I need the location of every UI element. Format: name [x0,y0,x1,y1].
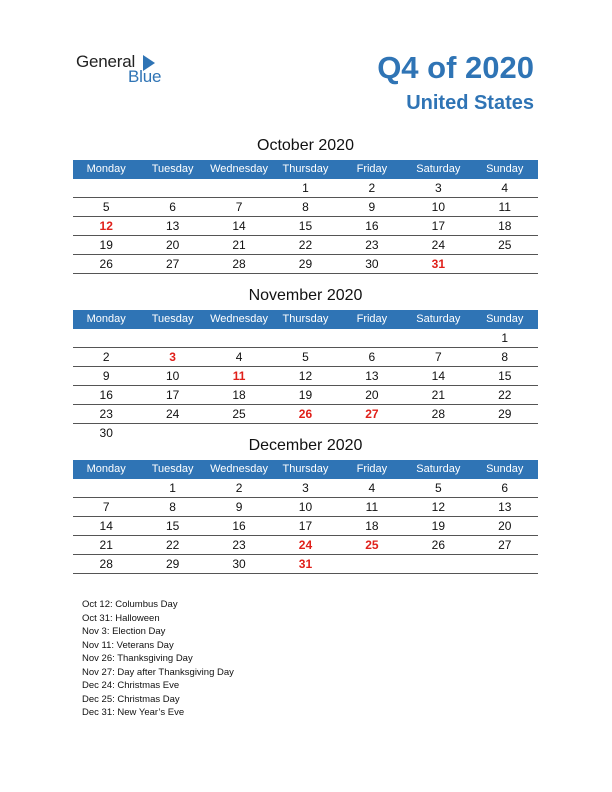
holiday-entry: Oct 31: Halloween [82,612,160,624]
day-cell: 21 [99,538,113,552]
weekday-label: Monday [86,163,126,175]
day-cell: 28 [232,257,246,271]
holiday-entry: Nov 26: Thanksgiving Day [82,653,193,664]
page-subtitle: United States [406,92,534,114]
holiday-entry: Dec 24: Christmas Eve [82,680,180,691]
day-cell: 17 [298,519,313,533]
week-row [73,405,538,424]
week-row [73,498,538,517]
empty-day-cell [206,329,272,347]
day-cell: 7 [102,500,110,514]
empty-day-cell [73,179,139,197]
empty-day-cell [73,329,139,347]
week-row [73,179,538,198]
day-cell: 9 [102,369,110,383]
day-cell: 25 [498,238,512,252]
empty-day-cell [139,179,205,197]
day-cell: 22 [498,388,512,402]
week-row [73,329,538,348]
empty-day-cell [339,555,405,573]
day-cell: 6 [169,200,176,214]
day-cell: 16 [365,219,379,233]
day-cell: 11 [498,200,511,214]
weekday-label: Saturday [416,313,461,325]
day-cell: 2 [368,181,376,195]
day-cell: 21 [431,388,445,402]
month-november [73,287,538,442]
weekday-label: Saturday [416,163,461,175]
holiday-entry: Dec 31: New Year’s Eve [82,707,185,718]
day-cell: 29 [298,257,313,271]
day-cell: 6 [368,350,376,364]
empty-day-cell [272,329,338,347]
day-cell: 26 [431,538,445,552]
day-cell: 20 [165,238,180,252]
weekday-label: Wednesday [210,463,268,475]
logo-word-blue: Blue [128,67,162,86]
day-cell: 18 [365,519,379,533]
empty-day-cell [339,329,405,347]
day-cell: 3 [434,181,442,195]
day-cell: 22 [165,538,180,552]
holiday-entry: Oct 12: Columbus Day [82,599,178,610]
week-row [73,255,538,274]
empty-day-cell [405,329,471,347]
weekday-label: Sunday [486,463,524,475]
empty-day-cell [472,555,538,573]
day-cell: 14 [232,219,246,233]
month-title: December 2020 [248,437,363,454]
week-row [73,348,538,367]
day-cell: 7 [434,350,442,364]
week-row [73,536,538,555]
day-cell: 16 [232,519,246,533]
weekday-label: Wednesday [210,313,268,325]
day-cell: 24 [298,538,313,552]
day-cell: 1 [501,331,509,345]
day-cell: 17 [431,219,445,233]
holiday-entry: Nov 11: Veterans Day [82,639,174,651]
day-cell: 27 [165,257,180,271]
day-cell: 2 [235,481,243,495]
day-cell: 4 [368,481,376,495]
holiday-list [82,598,234,720]
day-cell: 12 [431,500,445,514]
week-row [73,217,538,236]
day-cell: 9 [235,500,243,514]
day-cell: 2 [102,350,110,364]
day-cell: 21 [232,238,246,252]
day-cell: 27 [365,407,379,421]
day-cell: 8 [302,200,309,214]
generalblue-logo [76,52,176,88]
day-cell: 11 [365,500,379,514]
day-cell: 16 [99,388,113,402]
weekday-label: Sunday [486,163,524,175]
weekday-header [73,310,538,329]
day-cell: 20 [365,388,379,402]
week-row [73,367,538,386]
week-row [73,198,538,217]
week-row [73,236,538,255]
day-cell: 1 [169,481,176,495]
day-cell: 23 [99,407,113,421]
holiday-entry: Nov 3: Election Day [82,626,166,637]
day-cell: 26 [99,257,113,271]
day-cell: 23 [232,538,246,552]
day-cell: 23 [365,238,379,252]
weekday-label: Tuesday [151,163,194,175]
month-title: November 2020 [248,287,363,304]
day-cell: 8 [169,500,176,514]
day-cell: 20 [498,519,512,533]
day-cell: 27 [498,538,512,552]
month-december [73,437,538,574]
week-row [73,555,538,574]
day-cell: 19 [298,388,313,402]
weekday-label: Thursday [282,463,329,475]
day-cell: 31 [431,257,445,271]
weekday-label: Wednesday [210,163,268,175]
empty-day-cell [73,479,139,497]
day-cell: 4 [235,350,243,364]
day-cell: 6 [501,481,509,495]
day-cell: 4 [501,181,509,195]
weekday-label: Friday [356,313,388,325]
day-cell: 15 [165,519,180,533]
day-cell: 11 [232,369,246,383]
day-cell: 3 [169,350,176,364]
day-cell: 22 [298,238,313,252]
weekday-label: Sunday [486,313,524,325]
day-cell: 31 [298,557,313,571]
weekday-label: Friday [356,163,388,175]
day-cell: 10 [298,500,313,514]
day-cell: 26 [298,407,313,421]
page-title: Q4 of 2020 [377,50,534,85]
week-row [73,479,538,498]
weekday-label: Friday [356,463,388,475]
month-title: October 2020 [257,137,354,154]
day-cell: 10 [431,200,445,214]
day-cell: 24 [431,238,445,252]
weekday-header [73,160,538,179]
empty-day-cell [472,255,538,273]
day-cell: 5 [434,481,442,495]
empty-day-cell [405,555,471,573]
day-cell: 3 [302,481,309,495]
day-cell: 28 [431,407,445,421]
weekday-label: Tuesday [151,313,194,325]
week-row [73,517,538,536]
weekday-label: Tuesday [151,463,194,475]
day-cell: 14 [431,369,445,383]
day-cell: 19 [431,519,445,533]
holiday-entry: Dec 25: Christmas Day [82,693,180,705]
day-cell: 15 [498,369,512,383]
day-cell: 28 [99,557,113,571]
day-cell: 29 [165,557,180,571]
month-october [73,137,538,274]
day-cell: 9 [368,200,376,214]
weekday-label: Saturday [416,463,461,475]
day-cell: 8 [501,350,509,364]
day-cell: 5 [302,350,309,364]
logo-word-general: General [76,52,136,71]
day-cell: 10 [165,369,180,383]
day-cell: 29 [498,407,512,421]
day-cell: 18 [498,219,512,233]
day-cell: 13 [365,369,379,383]
weekday-label: Thursday [282,313,329,325]
day-cell: 17 [165,388,180,402]
weekday-label: Thursday [282,163,329,175]
day-cell: 25 [232,407,246,421]
day-cell: 19 [99,238,113,252]
weekday-header [73,460,538,479]
empty-day-cell [206,179,272,197]
day-cell: 14 [99,519,113,533]
day-cell: 13 [165,219,180,233]
weekday-label: Monday [86,313,126,325]
day-cell: 24 [165,407,180,421]
day-cell: 13 [498,500,512,514]
day-cell: 1 [302,181,309,195]
day-cell: 12 [99,219,113,233]
day-cell: 18 [232,388,246,402]
week-row [73,386,538,405]
empty-day-cell [139,329,205,347]
day-cell: 25 [365,538,379,552]
day-cell: 30 [232,557,246,571]
day-cell: 30 [99,426,113,440]
day-cell: 7 [235,200,243,214]
day-cell: 15 [298,219,313,233]
day-cell: 5 [102,200,110,214]
day-cell: 30 [365,257,379,271]
holiday-entry: Nov 27: Day after Thanksgiving Day [82,666,234,678]
day-cell: 12 [298,369,313,383]
weekday-label: Monday [86,463,126,475]
